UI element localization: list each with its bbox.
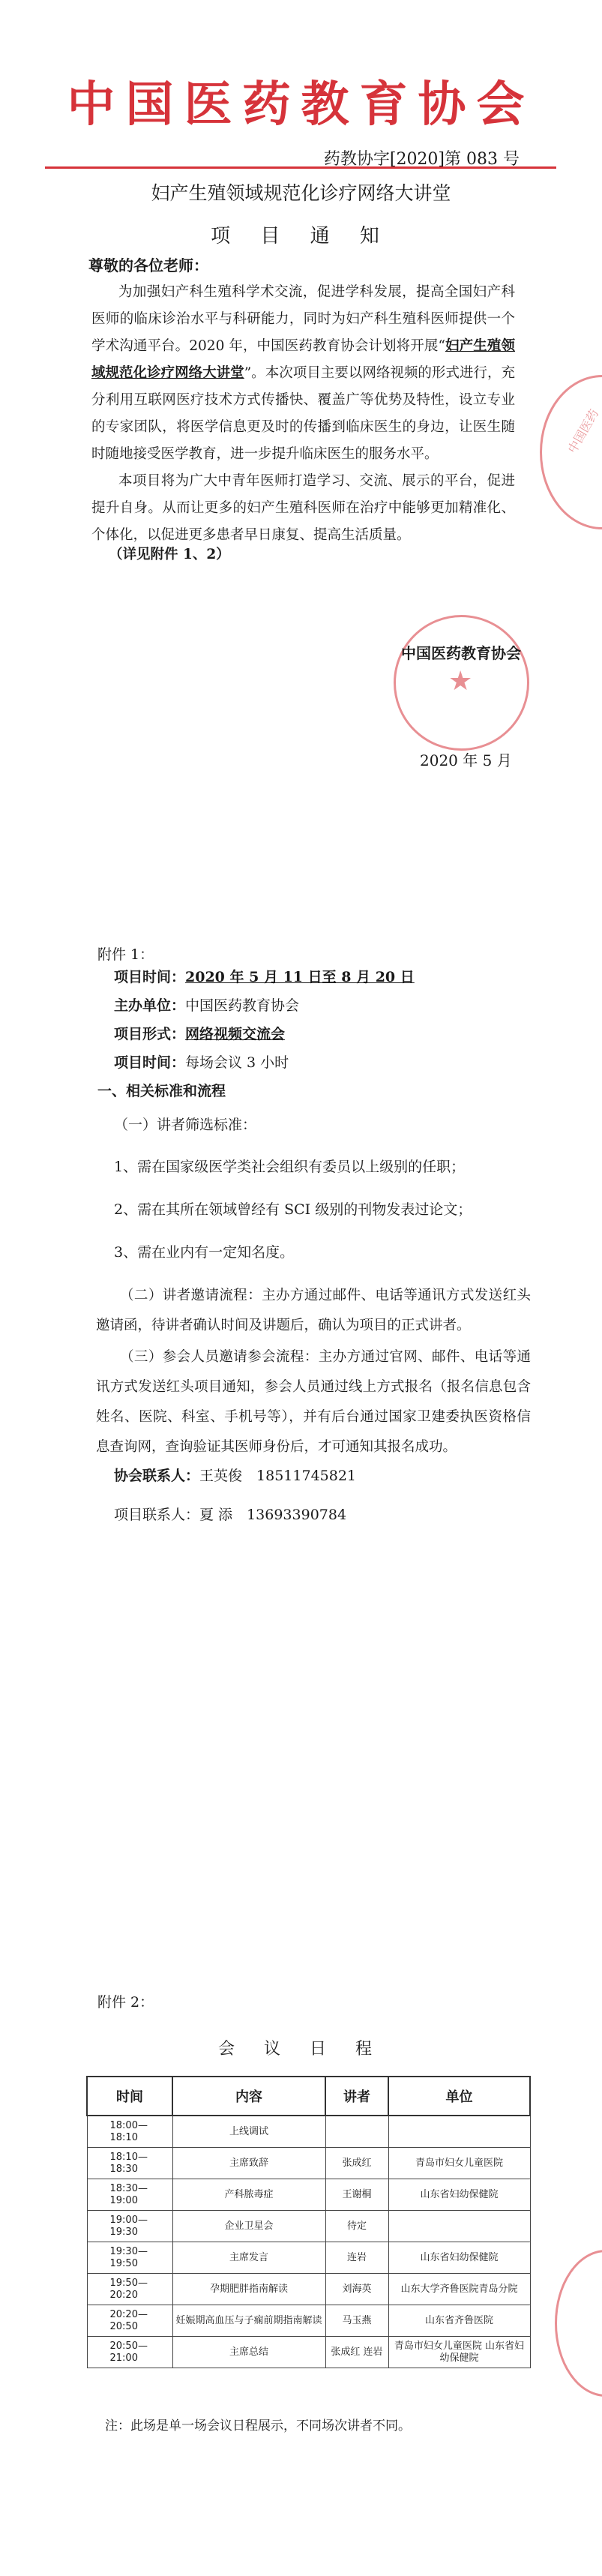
form-value: 网络视频交流会 <box>185 1026 286 1042</box>
duration-value: 每场会议 3 小时 <box>185 1054 289 1071</box>
seal-stamp-partial: 中国医药 <box>540 375 602 529</box>
attachment-2-label: 附件 2： <box>97 1994 154 2011</box>
col-time: 时间 <box>87 2077 172 2116</box>
contact-2-label: 项目联系人： <box>114 1507 200 1523</box>
cell-unit: 青岛市妇女儿童医院 山东省妇幼保健院 <box>388 2337 530 2368</box>
schedule-note: 注：此场是单一场会议日程展示，不同场次讲者不同。 <box>105 2419 411 2434</box>
greeting: 尊敬的各位老师： <box>88 256 208 274</box>
form-label: 项目形式： <box>114 1026 186 1042</box>
col-speaker: 讲者 <box>325 2077 388 2116</box>
host-line <box>114 992 299 1019</box>
contact-1 <box>114 1462 356 1489</box>
col-unit: 单位 <box>388 2077 530 2116</box>
attendee-invite-process: （三）参会人员邀请参会流程：主办方通过官网、邮件、电话等通讯方式发送红头项目通知，参会人员通过线上方式报名（报名信息包含姓名、医院、科室、手机号等），并有后台通过国家卫建委执医资格信息查询网，查询验证其医师身份后，才可通知其报名成功。 <box>96 1349 531 1455</box>
duration-line <box>114 1049 289 1076</box>
red-divider <box>45 166 556 169</box>
criterion-2: 2、需在其所在领域曾经有 SCI 级别的刊物发表过论文； <box>114 1201 472 1218</box>
notice-paragraph-1 <box>91 279 515 468</box>
table-row <box>87 2305 530 2337</box>
contact-1-name: 王英俊 <box>199 1468 243 1484</box>
table-row <box>87 2179 530 2211</box>
cell-content: 主席发言 <box>172 2242 325 2274</box>
seal-stamp-partial-2 <box>555 2250 602 2397</box>
col-content: 内容 <box>172 2077 325 2116</box>
attachment-1-label: 附件 1： <box>97 946 154 963</box>
table-row <box>87 2337 530 2368</box>
cell-time: 20:50—21:00 <box>87 2337 172 2368</box>
cell-content: 孕期肥胖指南解读 <box>172 2274 325 2305</box>
schedule-table <box>86 2076 531 2368</box>
table-row <box>87 2148 530 2179</box>
speaker-invite-process: （二）讲者邀请流程：主办方通过邮件、电话等通讯方式发送红头邀请函，待讲者确认时间及讲题后，确认为项目的正式讲者。 <box>96 1288 531 1333</box>
cell-time: 19:00—19:30 <box>87 2211 172 2242</box>
schedule-header-row <box>87 2077 530 2116</box>
cell-time: 19:30—19:50 <box>87 2242 172 2274</box>
para1-text-b: ”。本次项目主要以网络视频的形式进行，充分利用互联网医疗技术方式传播快、覆盖广等优势及特性，设立专业的专家团队，将医学信息更及时的传播到临床医生的身边，让医生随时随地接受医学教育，进一步提升临床医生的服务水平。 <box>91 365 515 462</box>
signature-organization: 中国医药教育协会 <box>401 644 521 662</box>
schedule-body <box>87 2116 530 2368</box>
criterion-1: 1、需在国家级医学类社会组织有委员以上级别的任职； <box>114 1159 466 1175</box>
para1-text-a: 为加强妇产科生殖科学术交流，促进学科发展，提高全国妇产科医师的临床诊治水平与科研能力，同时为妇产科生殖科医师提供一个学术沟通平台。2020 年，中国医药教育协会计划将开展“ <box>91 284 515 354</box>
speaker-criteria-heading: （一）讲者筛选标准： <box>114 1117 257 1133</box>
see-attachments: （详见附件 1、2） <box>109 547 230 562</box>
cell-speaker: 张成红 连岩 <box>325 2337 388 2368</box>
cell-unit: 山东大学齐鲁医院青岛分院 <box>388 2274 530 2305</box>
contact-1-phone: 18511745821 <box>256 1468 357 1484</box>
cell-time: 18:10—18:30 <box>87 2148 172 2179</box>
contact-2-name: 夏 添 <box>199 1507 233 1523</box>
contact-2 <box>114 1501 346 1528</box>
cell-unit: 山东省齐鲁医院 <box>388 2305 530 2337</box>
notice-title: 妇产生殖领域规范化诊疗网络大讲堂 <box>151 182 451 204</box>
criterion-3: 3、需在业内有一定知名度。 <box>114 1244 295 1261</box>
cell-content: 上线调试 <box>172 2116 325 2148</box>
project-name-underlined: 妇产生殖领域规范化诊疗网络大讲堂 <box>91 338 515 381</box>
cell-content: 产科脓毒症 <box>172 2179 325 2211</box>
contact-1-label: 协会联系人： <box>114 1468 200 1484</box>
cell-unit: 山东省妇幼保健院 <box>388 2179 530 2211</box>
table-row <box>87 2274 530 2305</box>
cell-speaker: 张成红 <box>325 2148 388 2179</box>
cell-content: 妊娠期高血压与子痫前期指南解读 <box>172 2305 325 2337</box>
schedule-title: 会 议 日 程 <box>218 2040 384 2059</box>
cell-unit <box>388 2116 530 2148</box>
document-number: 药教协字[2020]第 083 号 <box>323 150 520 169</box>
cell-time: 19:50—20:20 <box>87 2274 172 2305</box>
duration-label: 项目时间： <box>114 1054 186 1071</box>
table-row <box>87 2242 530 2274</box>
form-line <box>114 1021 285 1048</box>
cell-content: 主席致辞 <box>172 2148 325 2179</box>
cell-speaker: 刘海英 <box>325 2274 388 2305</box>
host-value: 中国医药教育协会 <box>185 997 300 1014</box>
cell-unit <box>388 2211 530 2242</box>
cell-time: 18:00—18:10 <box>87 2116 172 2148</box>
cell-unit: 山东省妇幼保健院 <box>388 2242 530 2274</box>
host-label: 主办单位： <box>114 997 186 1014</box>
cell-content: 企业卫星会 <box>172 2211 325 2242</box>
cell-speaker: 马玉燕 <box>325 2305 388 2337</box>
cell-content: 主席总结 <box>172 2337 325 2368</box>
cell-speaker: 连岩 <box>325 2242 388 2274</box>
contact-2-phone: 13693390784 <box>247 1507 347 1523</box>
project-time-value: 2020 年 5 月 11 日至 8 月 20 日 <box>185 969 415 985</box>
signature-date: 2020 年 5 月 <box>420 751 512 769</box>
cell-speaker: 王谢桐 <box>325 2179 388 2211</box>
notice-paragraph-2: 本项目将为广大中青年医师打造学习、交流、展示的平台，促进提升自身。从而让更多的妇产生殖科医师在治疗中能够更加精准化、个体化，以促进更多患者早日康复、提高生活质量。 <box>91 473 515 543</box>
table-row <box>87 2211 530 2242</box>
project-time-line <box>114 964 415 991</box>
cell-time: 20:20—20:50 <box>87 2305 172 2337</box>
cell-speaker <box>325 2116 388 2148</box>
cell-time: 18:30—19:00 <box>87 2179 172 2211</box>
table-row <box>87 2116 530 2148</box>
section-heading: 一、相关标准和流程 <box>97 1083 226 1099</box>
cell-speaker: 待定 <box>325 2211 388 2242</box>
notice-subtitle: 项 目 通 知 <box>211 225 391 247</box>
seal-stamp: ★ <box>394 615 529 751</box>
org-banner: 中国医药教育协会 <box>67 77 535 133</box>
project-time-label: 项目时间： <box>114 969 186 985</box>
cell-unit: 青岛市妇女儿童医院 <box>388 2148 530 2179</box>
